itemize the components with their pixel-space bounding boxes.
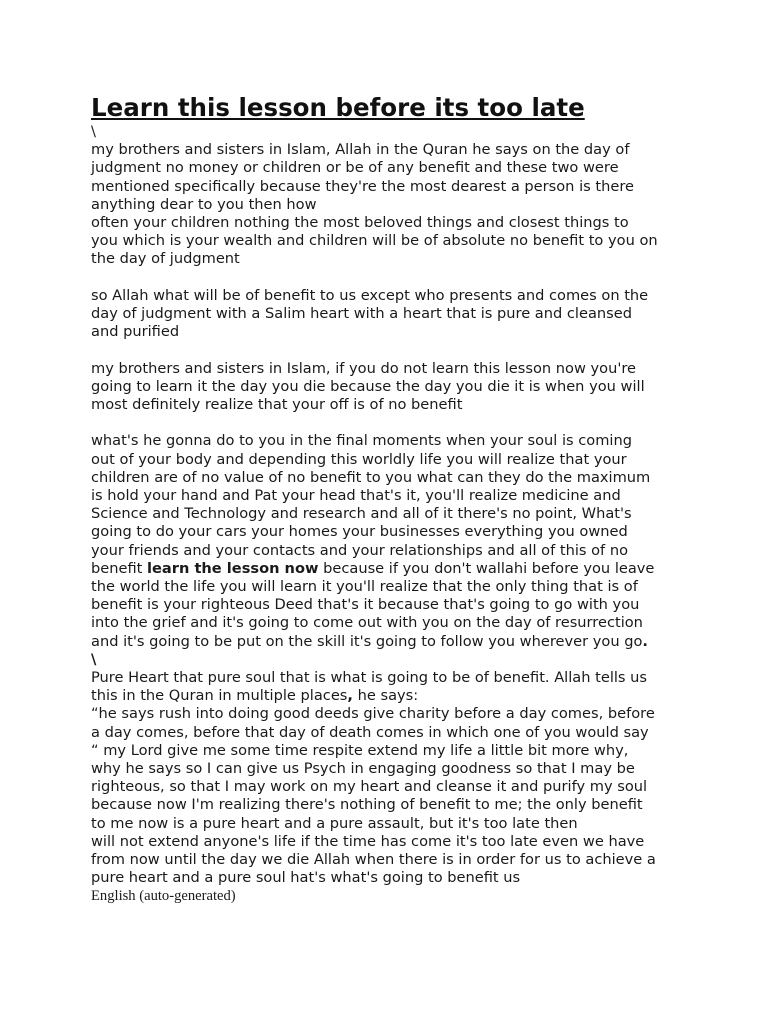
text-line: the world the life you will learn it you'll realize that the only thing that is of: [91, 578, 638, 596]
text-line: will not extend anyone's life if the time has come it's too late even we have: [91, 832, 645, 850]
text-line: [91, 687, 683, 705]
text-line: judgment no money or children or be of any benefit and these two were: [91, 159, 619, 177]
text-run: because if you don't wallahi before you leave: [318, 559, 655, 577]
text-line: why he says so I can give us Psych in engaging goodness so that I may be: [91, 760, 635, 778]
text-line: most definitely realize that your off is of no benefit: [91, 396, 463, 414]
text-line: my brothers and sisters in Islam, Allah in the Quran he says on the day of: [91, 141, 630, 159]
text-line: [91, 633, 683, 651]
document-page: [91, 93, 683, 905]
text-line: your friends and your contacts and your relationships and all of this of no: [91, 541, 628, 559]
text-line: to me now is a pure heart and a pure assault, but it's too late then: [91, 814, 578, 832]
bold-text-run: ,: [347, 687, 353, 705]
text-line: out of your body and depending this worldly life you will realize that your: [91, 450, 627, 468]
text-line: mentioned specifically because they're the most dearest a person is there: [91, 177, 634, 195]
text-line: benefit is your righteous Deed that's it because that's going to go with you: [91, 596, 640, 614]
text-line: “ my Lord give me some time respite extend my life a little bit more why,: [91, 741, 629, 759]
caption-language: English (auto-generated): [91, 888, 236, 905]
text-line: “he says rush into doing good deeds give charity before a day comes, before: [91, 705, 655, 723]
text-line: going to learn it the day you die because the day you die it is when you will: [91, 377, 645, 395]
text-run: and it's going to be put on the skill it's going to follow you wherever you go: [91, 632, 643, 650]
paragraph-break: [91, 269, 683, 287]
document-title: Learn this lesson before its too late: [91, 93, 585, 122]
text-run: he says:: [352, 687, 419, 705]
text-run: benefit: [91, 559, 148, 577]
paragraph-break: [91, 414, 683, 432]
text-line: is hold your hand and Pat your head that's it, you'll realize medicine and: [91, 487, 621, 505]
text-line: from now until the day we die Allah when there is in order for us to achieve a: [91, 851, 656, 869]
text-line: into the grief and it's going to come out with you on the day of resurrection: [91, 614, 643, 632]
text-line: Science and Technology and research and all of it there's no point, What's: [91, 505, 632, 523]
text-line: day of judgment with a Salim heart with a heart that is pure and cleansed: [91, 305, 632, 323]
text-line: you which is your wealth and children will be of absolute no benefit to you on: [91, 232, 658, 250]
text-line: the day of judgment: [91, 250, 240, 268]
bold-text-run: learn the lesson now: [147, 559, 319, 577]
text-line: a day comes, before that day of death comes in which one of you would say: [91, 723, 649, 741]
text-line: pure heart and a pure soul hat's what's going to benefit us: [91, 869, 521, 887]
text-line: my brothers and sisters in Islam, if you do not learn this lesson now you're: [91, 359, 637, 377]
document-body: [91, 123, 683, 887]
bold-text-run: \: [91, 650, 97, 668]
text-line: because now I'm realizing there's nothing of benefit to me; the only benefit: [91, 796, 643, 814]
text-line: going to do your cars your homes your businesses everything you owned: [91, 523, 628, 541]
text-line: anything dear to you then how: [91, 195, 317, 213]
text-line: often your children nothing the most beloved things and closest things to: [91, 214, 629, 232]
text-line: what's he gonna do to you in the final moments when your soul is coming: [91, 432, 632, 450]
text-line: righteous, so that I may work on my heart and cleanse it and purify my soul: [91, 778, 648, 796]
text-run: this in the Quran in multiple places: [91, 687, 348, 705]
text-line: so Allah what will be of benefit to us except who presents and comes on the: [91, 286, 649, 304]
text-line: [91, 651, 683, 669]
text-line: children are of no value of no benefit to you what can they do the maximum: [91, 468, 651, 486]
text-line: and purified: [91, 323, 180, 341]
paragraph-break: [91, 341, 683, 359]
bold-text-run: .: [642, 632, 648, 650]
text-line: Pure Heart that pure soul that is what is going to be of benefit. Allah tells us: [91, 669, 648, 687]
text-line: [91, 560, 683, 578]
text-line: \: [91, 123, 96, 140]
